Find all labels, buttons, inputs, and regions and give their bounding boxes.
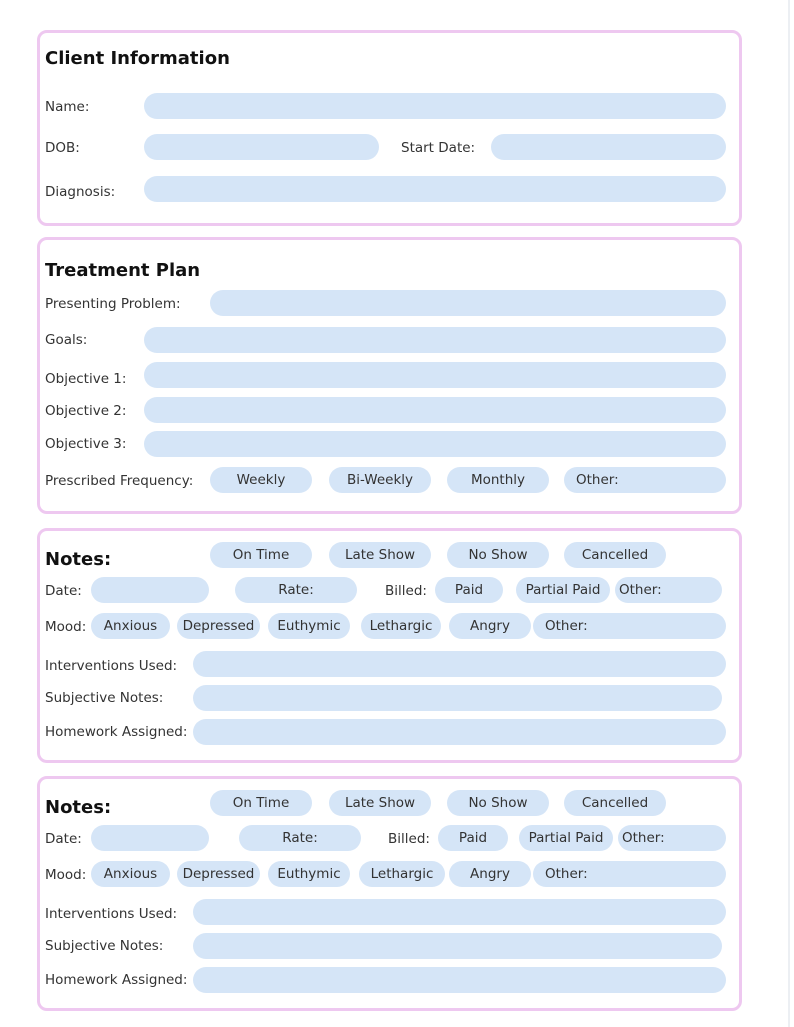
interventions-field[interactable] bbox=[193, 651, 726, 677]
homework-field[interactable] bbox=[193, 967, 726, 993]
mood-euthymic-option[interactable]: Euthymic bbox=[268, 613, 350, 639]
attendance-no-show-option[interactable]: No Show bbox=[447, 542, 549, 568]
objective-3-label: Objective 3: bbox=[45, 436, 127, 452]
presenting-problem-field[interactable] bbox=[210, 290, 726, 316]
mood-depressed-option[interactable]: Depressed bbox=[177, 861, 260, 887]
frequency-weekly-option[interactable]: Weekly bbox=[210, 467, 312, 493]
client-information-title: Client Information bbox=[45, 48, 230, 69]
attendance-on-time-option[interactable]: On Time bbox=[210, 542, 312, 568]
billed-partial-paid-option[interactable]: Partial Paid bbox=[516, 577, 610, 603]
mood-angry-option[interactable]: Angry bbox=[449, 861, 531, 887]
mood-depressed-option[interactable]: Depressed bbox=[177, 613, 260, 639]
goals-label: Goals: bbox=[45, 332, 88, 348]
start-date-label: Start Date: bbox=[401, 140, 476, 156]
subjective-notes-field[interactable] bbox=[193, 685, 722, 711]
diagnosis-field[interactable] bbox=[144, 176, 726, 202]
objective-2-label: Objective 2: bbox=[45, 403, 127, 419]
name-field[interactable] bbox=[144, 93, 726, 119]
subjective-notes-label: Subjective Notes: bbox=[45, 690, 164, 706]
date-label: Date: bbox=[45, 583, 82, 599]
homework-label: Homework Assigned: bbox=[45, 972, 188, 988]
notes-title: Notes: bbox=[45, 797, 112, 818]
mood-other-field[interactable]: Other: bbox=[533, 613, 726, 639]
interventions-label: Interventions Used: bbox=[45, 906, 178, 922]
mood-euthymic-option[interactable]: Euthymic bbox=[268, 861, 350, 887]
notes-card-2 bbox=[37, 776, 742, 1011]
treatment-plan-title: Treatment Plan bbox=[45, 260, 201, 281]
billed-other-field[interactable]: Other: bbox=[618, 825, 726, 851]
attendance-cancelled-option[interactable]: Cancelled bbox=[564, 790, 666, 816]
goals-field[interactable] bbox=[144, 327, 726, 353]
mood-lethargic-option[interactable]: Lethargic bbox=[359, 861, 445, 887]
interventions-field[interactable] bbox=[193, 899, 726, 925]
billed-label: Billed: bbox=[385, 583, 427, 599]
subjective-notes-label: Subjective Notes: bbox=[45, 938, 164, 954]
attendance-no-show-option[interactable]: No Show bbox=[447, 790, 549, 816]
homework-field[interactable] bbox=[193, 719, 726, 745]
date-field[interactable] bbox=[91, 825, 209, 851]
date-field[interactable] bbox=[91, 577, 209, 603]
billed-paid-option[interactable]: Paid bbox=[435, 577, 503, 603]
objective-1-field[interactable] bbox=[144, 362, 726, 388]
notes-card-1 bbox=[37, 528, 742, 763]
mood-lethargic-option[interactable]: Lethargic bbox=[361, 613, 441, 639]
dob-label: DOB: bbox=[45, 140, 80, 156]
rate-field[interactable]: Rate: bbox=[235, 577, 357, 603]
rate-field[interactable]: Rate: bbox=[239, 825, 361, 851]
mood-anxious-option[interactable]: Anxious bbox=[91, 613, 170, 639]
attendance-on-time-option[interactable]: On Time bbox=[210, 790, 312, 816]
objective-1-label: Objective 1: bbox=[45, 371, 127, 387]
subjective-notes-field[interactable] bbox=[193, 933, 722, 959]
presenting-problem-label: Presenting Problem: bbox=[45, 296, 181, 312]
frequency-label: Prescribed Frequency: bbox=[45, 473, 194, 489]
date-label: Date: bbox=[45, 831, 82, 847]
diagnosis-label: Diagnosis: bbox=[45, 184, 116, 200]
billed-paid-option[interactable]: Paid bbox=[438, 825, 508, 851]
attendance-late-show-option[interactable]: Late Show bbox=[329, 790, 431, 816]
mood-angry-option[interactable]: Angry bbox=[449, 613, 531, 639]
attendance-cancelled-option[interactable]: Cancelled bbox=[564, 542, 666, 568]
homework-label: Homework Assigned: bbox=[45, 724, 188, 740]
client-information-card bbox=[37, 30, 742, 226]
interventions-label: Interventions Used: bbox=[45, 658, 178, 674]
mood-other-field[interactable]: Other: bbox=[533, 861, 726, 887]
frequency-monthly-option[interactable]: Monthly bbox=[447, 467, 549, 493]
name-label: Name: bbox=[45, 99, 90, 115]
objective-3-field[interactable] bbox=[144, 431, 726, 457]
mood-label: Mood: bbox=[45, 867, 87, 883]
objective-2-field[interactable] bbox=[144, 397, 726, 423]
frequency-other-field[interactable]: Other: bbox=[564, 467, 726, 493]
billed-label: Billed: bbox=[388, 831, 430, 847]
page-edge bbox=[788, 0, 790, 1027]
notes-title: Notes: bbox=[45, 549, 112, 570]
frequency-biweekly-option[interactable]: Bi-Weekly bbox=[329, 467, 431, 493]
mood-anxious-option[interactable]: Anxious bbox=[91, 861, 170, 887]
billed-other-field[interactable]: Other: bbox=[615, 577, 722, 603]
billed-partial-paid-option[interactable]: Partial Paid bbox=[519, 825, 613, 851]
start-date-field[interactable] bbox=[491, 134, 726, 160]
dob-field[interactable] bbox=[144, 134, 379, 160]
treatment-plan-card bbox=[37, 237, 742, 514]
mood-label: Mood: bbox=[45, 619, 87, 635]
attendance-late-show-option[interactable]: Late Show bbox=[329, 542, 431, 568]
